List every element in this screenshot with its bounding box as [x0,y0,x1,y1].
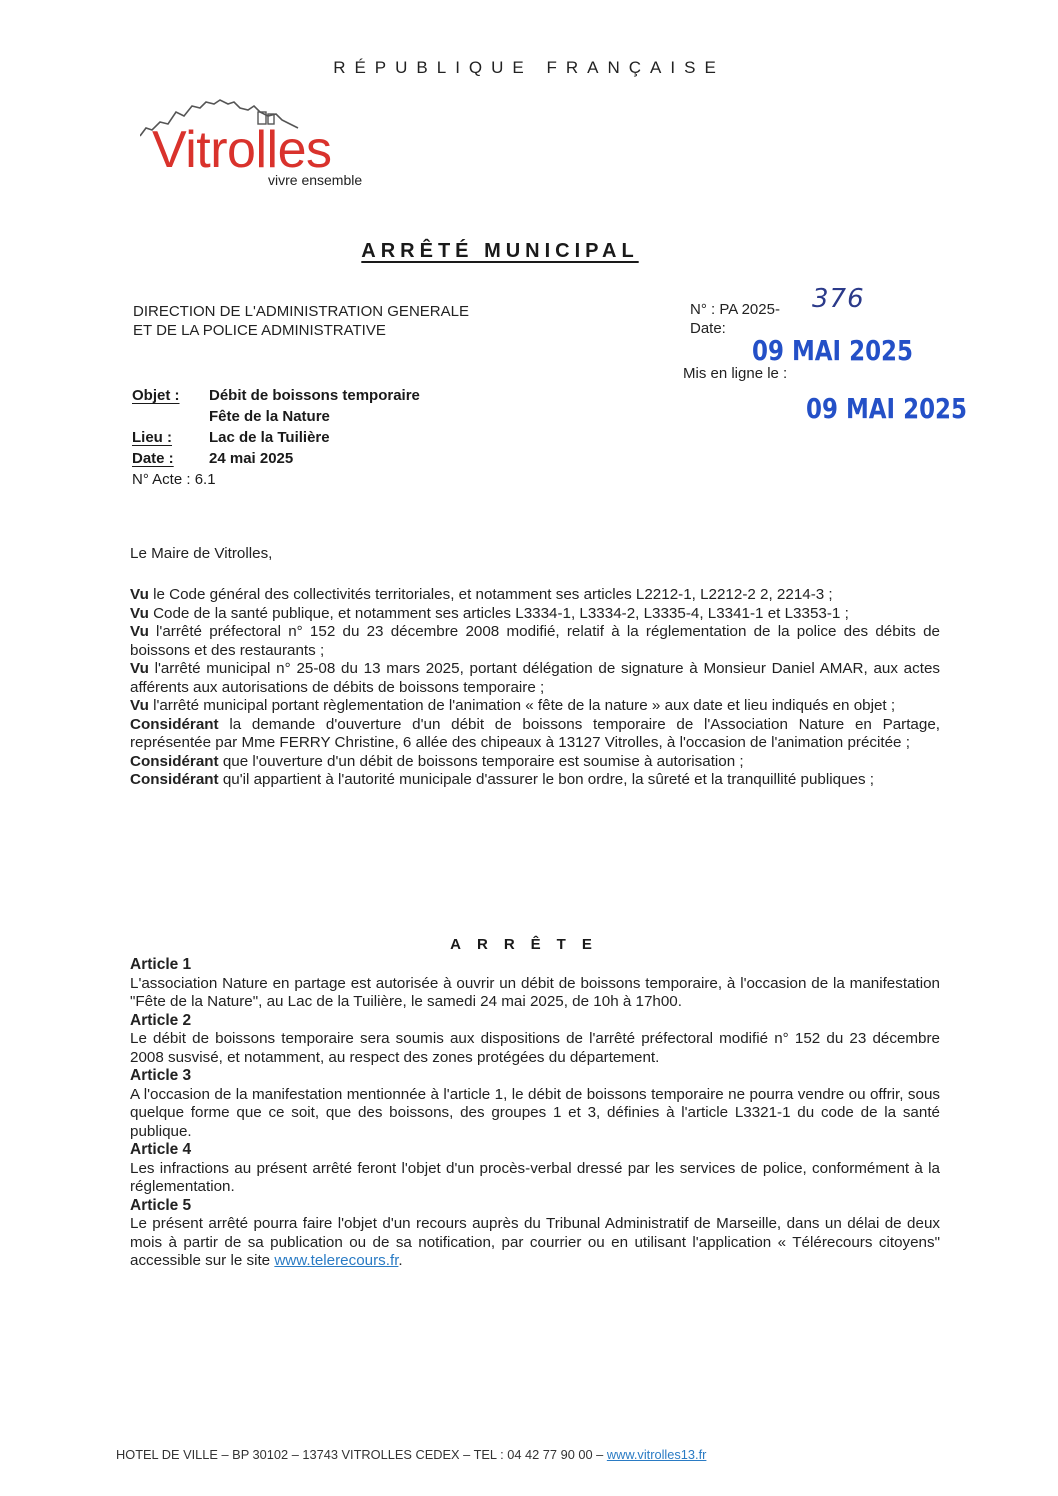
footer-text: HOTEL DE VILLE – BP 30102 – 13743 VITROLLES CEDEX – TEL : 04 42 77 90 00 – [116,1447,607,1462]
logo-tagline: vivre ensemble [268,172,363,188]
date-value: 24 mai 2025 [209,450,294,467]
date-stamp: 09 MAI 2025 [752,334,914,367]
consideration-item: Considérant qu'il appartient à l'autorité municipale d'assurer le bon ordre, la sûreté et la tranquillité publiques ; [130,771,875,788]
republique-header: RÉPUBLIQUE FRANÇAISE [333,58,725,77]
vitrolles-logo [140,98,410,193]
objet-value-2: Fête de la Nature [209,408,330,425]
article-text: A l'occasion de la manifestation mentionnée à l'article 1, le débit de boissons temporaire ne pourra vendre ou offrir, sous quelque forme que ce soit, que des boissons, des groupes 1 et 3, définies à l'article L3321-1 du code de la santé publique. [130,1085,940,1140]
consideration-item: Vu Code de la santé publique, et notamment ses articles L3334-1, L3334-2, L3335-4, L3341-1 et L3353-1 ; [130,604,849,622]
online-date-stamp: 09 MAI 2025 [806,392,968,425]
date-label: Date : [132,450,174,467]
article-title: Article 2 [130,1011,192,1029]
article-text: L'association Nature en partage est autorisée à ouvrir un débit de boissons temporaire, à l'occasion de la manifestation "Fête de la Nature", au Lac de la Tuilière, le samedi 24 mai 2025, de 10h à 17h00. [130,974,940,1010]
article-text: Le débit de boissons temporaire sera soumis aux dispositions de l'arrêté préfectoral modifié n° 152 du 23 décembre 2008 susvisé, et notamment, au respect des zones protégées du département. [130,1030,940,1066]
article-title: Article 3 [130,1067,192,1084]
article-text: Le présent arrêté pourra faire l'objet d'un recours auprès du Tribunal Administratif de Marseille, dans un délai de deux mois à partir de sa publication ou de sa notification, par courrier ou en utilisant l'application « Télérecours citoyens" accessible sur le site www.telerecours.fr. [130,1215,940,1269]
online-date-label: Mis en ligne le : [683,365,788,382]
consideration-item: Vu l'arrêté municipal portant règlementation de l'animation « fête de la nature » aux date et lieu indiqués en objet ; [130,697,896,714]
consideration-item: Vu l'arrêté municipal n° 25-08 du 13 mars 2025, portant délégation de signature à Monsieur Daniel AMAR, aux actes afférents aux autorisations de débits de boissons temporaire ; [130,660,940,696]
logo-wordmark: Vitrolles [152,121,332,179]
website-link[interactable]: www.vitrolles13.fr [606,1447,707,1462]
acte-number: N° Acte : 6.1 [132,471,216,488]
direction-line-2: ET DE LA POLICE ADMINISTRATIVE [133,322,386,339]
article-title: Article 4 [130,1141,192,1158]
objet-label: Objet : [132,387,180,404]
reference-number-label: N° : PA 2025- [690,301,780,318]
consideration-item: Considérant que l'ouverture d'un débit de boissons temporaire est soumise à autorisation ; [130,752,744,770]
lieu-value: Lac de la Tuilière [209,429,330,446]
lieu-label: Lieu : [132,429,172,446]
document-title: ARRÊTÉ MUNICIPAL [361,240,639,262]
consideration-item: Considérant la demande d'ouverture d'un débit de boissons temporaire de l'Association Nature en Partage, représentée par Mme FERRY Christine, 6 allée des chipeaux à 13127 Vitrolles, à l'occasion de l'animation précitée ; [130,715,940,751]
direction-line-1: DIRECTION DE L'ADMINISTRATION GENERALE [133,303,469,320]
reference-date-label: Date: [690,320,726,337]
articles-section [130,956,940,1271]
salutation: Le Maire de Vitrolles, [130,545,273,562]
reference-block [690,284,865,338]
article-title: Article 1 [130,956,192,973]
consideration-item: Vu l'arrêté préfectoral n° 152 du 23 décembre 2008 modifié, relatif à la réglementation de la police des débits de boissons et des restaurants ; [130,623,940,659]
objet-value-1: Débit de boissons temporaire [209,387,420,404]
consideration-item: Vu le Code général des collectivités territoriales, et notamment ses articles L2212-1, L2212-2 2, 2214-3 ; [130,586,833,603]
telerecours-link[interactable]: www.telerecours.fr [274,1252,399,1269]
article-text: Les infractions au présent arrêté feront l'objet d'un procès-verbal dressé par les services de police, conformément à la réglementation. [130,1159,940,1195]
considerations-list [130,586,940,790]
handwritten-number: 376 [812,284,865,314]
article-title: Article 5 [130,1196,192,1214]
object-block [132,385,420,490]
arrete-heading: ARRÊTE [450,936,608,953]
footer-address [116,1447,706,1462]
issuing-direction [133,302,469,340]
